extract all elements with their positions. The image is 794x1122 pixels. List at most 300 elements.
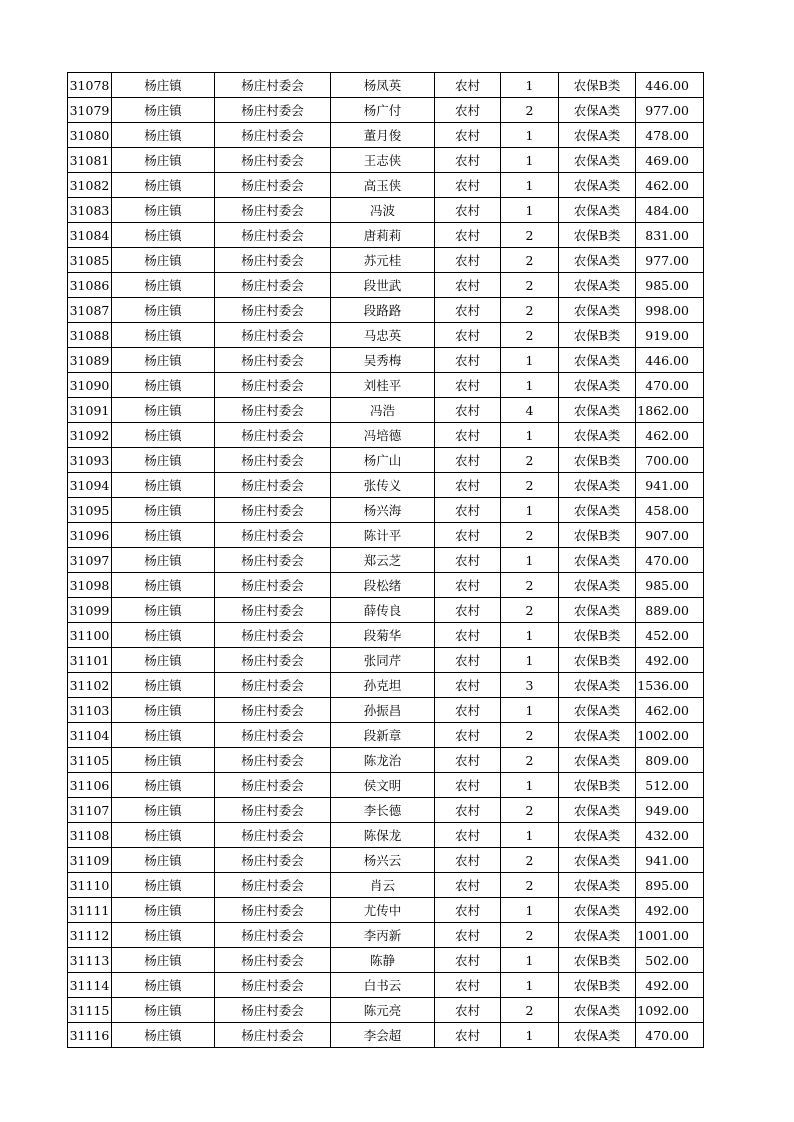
cell-area-type: 农村 — [435, 598, 501, 623]
cell-insurance-category: 农保A类 — [559, 923, 636, 948]
cell-insurance-category: 农保A类 — [559, 898, 636, 923]
cell-record-id: 31107 — [68, 798, 112, 823]
cell-insurance-category: 农保A类 — [559, 1023, 636, 1048]
cell-record-id: 31100 — [68, 623, 112, 648]
cell-insurance-category: 农保A类 — [559, 848, 636, 873]
cell-amount: 977.00 — [636, 98, 704, 123]
cell-village: 杨庄村委会 — [215, 898, 331, 923]
cell-household-count: 2 — [501, 573, 559, 598]
cell-village: 杨庄村委会 — [215, 648, 331, 673]
cell-insurance-category: 农保A类 — [559, 498, 636, 523]
cell-insurance-category: 农保B类 — [559, 623, 636, 648]
cell-name: 段路路 — [331, 298, 435, 323]
cell-amount: 941.00 — [636, 473, 704, 498]
cell-insurance-category: 农保A类 — [559, 748, 636, 773]
cell-record-id: 31082 — [68, 173, 112, 198]
table-row — [68, 1023, 704, 1048]
cell-record-id: 31112 — [68, 923, 112, 948]
table-row — [68, 273, 704, 298]
cell-amount: 889.00 — [636, 598, 704, 623]
cell-area-type: 农村 — [435, 223, 501, 248]
cell-area-type: 农村 — [435, 173, 501, 198]
cell-amount: 462.00 — [636, 173, 704, 198]
cell-household-count: 1 — [501, 773, 559, 798]
table-row — [68, 98, 704, 123]
cell-town: 杨庄镇 — [112, 623, 215, 648]
cell-area-type: 农村 — [435, 648, 501, 673]
cell-amount: 462.00 — [636, 698, 704, 723]
cell-village: 杨庄村委会 — [215, 798, 331, 823]
table-row — [68, 698, 704, 723]
cell-area-type: 农村 — [435, 898, 501, 923]
table-row — [68, 973, 704, 998]
cell-name: 陈龙治 — [331, 748, 435, 773]
cell-insurance-category: 农保A类 — [559, 423, 636, 448]
cell-name: 杨凤英 — [331, 73, 435, 98]
cell-amount: 512.00 — [636, 773, 704, 798]
cell-record-id: 31088 — [68, 323, 112, 348]
cell-name: 马忠英 — [331, 323, 435, 348]
cell-record-id: 31097 — [68, 548, 112, 573]
cell-town: 杨庄镇 — [112, 998, 215, 1023]
cell-name: 段菊华 — [331, 623, 435, 648]
cell-insurance-category: 农保B类 — [559, 773, 636, 798]
table-row — [68, 523, 704, 548]
cell-area-type: 农村 — [435, 498, 501, 523]
table-row — [68, 123, 704, 148]
cell-record-id: 31110 — [68, 873, 112, 898]
cell-town: 杨庄镇 — [112, 548, 215, 573]
cell-insurance-category: 农保B类 — [559, 223, 636, 248]
cell-area-type: 农村 — [435, 973, 501, 998]
cell-record-id: 31106 — [68, 773, 112, 798]
cell-area-type: 农村 — [435, 123, 501, 148]
cell-household-count: 3 — [501, 673, 559, 698]
cell-name: 冯波 — [331, 198, 435, 223]
cell-town: 杨庄镇 — [112, 523, 215, 548]
cell-insurance-category: 农保B类 — [559, 448, 636, 473]
table-row — [68, 848, 704, 873]
cell-record-id: 31094 — [68, 473, 112, 498]
cell-insurance-category: 农保B类 — [559, 973, 636, 998]
cell-name: 冯培德 — [331, 423, 435, 448]
cell-household-count: 1 — [501, 648, 559, 673]
cell-household-count: 1 — [501, 123, 559, 148]
cell-town: 杨庄镇 — [112, 248, 215, 273]
cell-town: 杨庄镇 — [112, 1023, 215, 1048]
table-row — [68, 723, 704, 748]
cell-name: 王志侠 — [331, 148, 435, 173]
table-row — [68, 73, 704, 98]
cell-town: 杨庄镇 — [112, 873, 215, 898]
cell-area-type: 农村 — [435, 873, 501, 898]
cell-amount: 977.00 — [636, 248, 704, 273]
cell-town: 杨庄镇 — [112, 798, 215, 823]
cell-insurance-category: 农保B类 — [559, 648, 636, 673]
cell-village: 杨庄村委会 — [215, 323, 331, 348]
cell-amount: 1862.00 — [636, 398, 704, 423]
cell-amount: 831.00 — [636, 223, 704, 248]
table-row — [68, 873, 704, 898]
cell-name: 李长德 — [331, 798, 435, 823]
table-row — [68, 648, 704, 673]
table-row — [68, 598, 704, 623]
cell-household-count: 1 — [501, 148, 559, 173]
cell-village: 杨庄村委会 — [215, 948, 331, 973]
cell-household-count: 1 — [501, 423, 559, 448]
cell-amount: 502.00 — [636, 948, 704, 973]
cell-town: 杨庄镇 — [112, 198, 215, 223]
cell-town: 杨庄镇 — [112, 723, 215, 748]
cell-amount: 484.00 — [636, 198, 704, 223]
table-row — [68, 748, 704, 773]
cell-area-type: 农村 — [435, 398, 501, 423]
cell-village: 杨庄村委会 — [215, 923, 331, 948]
cell-name: 唐莉莉 — [331, 223, 435, 248]
cell-village: 杨庄村委会 — [215, 748, 331, 773]
cell-town: 杨庄镇 — [112, 748, 215, 773]
cell-record-id: 31114 — [68, 973, 112, 998]
cell-record-id: 31078 — [68, 73, 112, 98]
cell-village: 杨庄村委会 — [215, 598, 331, 623]
table-row — [68, 948, 704, 973]
cell-town: 杨庄镇 — [112, 448, 215, 473]
cell-village: 杨庄村委会 — [215, 773, 331, 798]
cell-area-type: 农村 — [435, 798, 501, 823]
cell-name: 陈保龙 — [331, 823, 435, 848]
cell-town: 杨庄镇 — [112, 673, 215, 698]
cell-insurance-category: 农保A类 — [559, 598, 636, 623]
cell-amount: 470.00 — [636, 1023, 704, 1048]
cell-town: 杨庄镇 — [112, 473, 215, 498]
cell-record-id: 31083 — [68, 198, 112, 223]
cell-area-type: 农村 — [435, 773, 501, 798]
cell-household-count: 2 — [501, 923, 559, 948]
cell-town: 杨庄镇 — [112, 373, 215, 398]
cell-name: 杨广付 — [331, 98, 435, 123]
cell-insurance-category: 农保A类 — [559, 98, 636, 123]
cell-insurance-category: 农保A类 — [559, 348, 636, 373]
cell-insurance-category: 农保A类 — [559, 873, 636, 898]
cell-record-id: 31096 — [68, 523, 112, 548]
table-row — [68, 498, 704, 523]
cell-name: 张同芹 — [331, 648, 435, 673]
cell-household-count: 2 — [501, 323, 559, 348]
cell-record-id: 31080 — [68, 123, 112, 148]
table-row — [68, 923, 704, 948]
cell-area-type: 农村 — [435, 248, 501, 273]
cell-town: 杨庄镇 — [112, 273, 215, 298]
cell-insurance-category: 农保A类 — [559, 723, 636, 748]
cell-amount: 919.00 — [636, 323, 704, 348]
cell-village: 杨庄村委会 — [215, 423, 331, 448]
cell-area-type: 农村 — [435, 623, 501, 648]
cell-household-count: 2 — [501, 998, 559, 1023]
cell-name: 陈计平 — [331, 523, 435, 548]
cell-town: 杨庄镇 — [112, 923, 215, 948]
cell-area-type: 农村 — [435, 198, 501, 223]
cell-record-id: 31085 — [68, 248, 112, 273]
cell-town: 杨庄镇 — [112, 223, 215, 248]
cell-household-count: 1 — [501, 498, 559, 523]
cell-record-id: 31087 — [68, 298, 112, 323]
cell-area-type: 农村 — [435, 848, 501, 873]
cell-amount: 907.00 — [636, 523, 704, 548]
table-row — [68, 548, 704, 573]
cell-household-count: 1 — [501, 898, 559, 923]
table-row — [68, 998, 704, 1023]
cell-insurance-category: 农保A类 — [559, 673, 636, 698]
cell-household-count: 1 — [501, 373, 559, 398]
cell-name: 刘桂平 — [331, 373, 435, 398]
cell-village: 杨庄村委会 — [215, 623, 331, 648]
cell-area-type: 农村 — [435, 998, 501, 1023]
table-row — [68, 423, 704, 448]
table-row — [68, 198, 704, 223]
cell-name: 陈静 — [331, 948, 435, 973]
cell-area-type: 农村 — [435, 473, 501, 498]
cell-village: 杨庄村委会 — [215, 123, 331, 148]
cell-village: 杨庄村委会 — [215, 1023, 331, 1048]
cell-name: 段新章 — [331, 723, 435, 748]
cell-household-count: 2 — [501, 598, 559, 623]
cell-village: 杨庄村委会 — [215, 173, 331, 198]
table-row — [68, 323, 704, 348]
cell-household-count: 2 — [501, 248, 559, 273]
cell-record-id: 31091 — [68, 398, 112, 423]
cell-insurance-category: 农保A类 — [559, 398, 636, 423]
cell-household-count: 1 — [501, 548, 559, 573]
cell-area-type: 农村 — [435, 573, 501, 598]
cell-record-id: 31095 — [68, 498, 112, 523]
table-row — [68, 623, 704, 648]
cell-record-id: 31111 — [68, 898, 112, 923]
cell-amount: 462.00 — [636, 423, 704, 448]
cell-area-type: 农村 — [435, 948, 501, 973]
cell-name: 孙克坦 — [331, 673, 435, 698]
cell-village: 杨庄村委会 — [215, 148, 331, 173]
cell-name: 侯文明 — [331, 773, 435, 798]
cell-village: 杨庄村委会 — [215, 498, 331, 523]
cell-name: 段世武 — [331, 273, 435, 298]
cell-village: 杨庄村委会 — [215, 523, 331, 548]
cell-household-count: 2 — [501, 523, 559, 548]
cell-record-id: 31115 — [68, 998, 112, 1023]
cell-amount: 432.00 — [636, 823, 704, 848]
cell-town: 杨庄镇 — [112, 123, 215, 148]
cell-insurance-category: 农保A类 — [559, 123, 636, 148]
cell-name: 杨广山 — [331, 448, 435, 473]
cell-village: 杨庄村委会 — [215, 298, 331, 323]
cell-village: 杨庄村委会 — [215, 373, 331, 398]
cell-village: 杨庄村委会 — [215, 98, 331, 123]
cell-name: 冯浩 — [331, 398, 435, 423]
cell-town: 杨庄镇 — [112, 323, 215, 348]
cell-village: 杨庄村委会 — [215, 823, 331, 848]
cell-household-count: 2 — [501, 798, 559, 823]
cell-area-type: 农村 — [435, 348, 501, 373]
cell-household-count: 2 — [501, 873, 559, 898]
cell-area-type: 农村 — [435, 723, 501, 748]
cell-town: 杨庄镇 — [112, 498, 215, 523]
cell-town: 杨庄镇 — [112, 598, 215, 623]
cell-name: 尤传中 — [331, 898, 435, 923]
cell-area-type: 农村 — [435, 548, 501, 573]
cell-town: 杨庄镇 — [112, 648, 215, 673]
cell-town: 杨庄镇 — [112, 148, 215, 173]
cell-insurance-category: 农保A类 — [559, 998, 636, 1023]
table-row — [68, 673, 704, 698]
cell-area-type: 农村 — [435, 373, 501, 398]
cell-village: 杨庄村委会 — [215, 548, 331, 573]
cell-name: 郑云芝 — [331, 548, 435, 573]
cell-record-id: 31098 — [68, 573, 112, 598]
cell-record-id: 31105 — [68, 748, 112, 773]
cell-insurance-category: 农保A类 — [559, 573, 636, 598]
cell-household-count: 1 — [501, 348, 559, 373]
cell-insurance-category: 农保A类 — [559, 373, 636, 398]
cell-name: 段松绪 — [331, 573, 435, 598]
table-row — [68, 798, 704, 823]
cell-village: 杨庄村委会 — [215, 73, 331, 98]
table-row — [68, 248, 704, 273]
cell-village: 杨庄村委会 — [215, 248, 331, 273]
table-row — [68, 898, 704, 923]
cell-insurance-category: 农保B类 — [559, 523, 636, 548]
cell-name: 吴秀梅 — [331, 348, 435, 373]
cell-amount: 470.00 — [636, 548, 704, 573]
cell-insurance-category: 农保A类 — [559, 798, 636, 823]
cell-name: 李丙新 — [331, 923, 435, 948]
cell-record-id: 31090 — [68, 373, 112, 398]
table-row — [68, 298, 704, 323]
cell-amount: 452.00 — [636, 623, 704, 648]
cell-name: 李会超 — [331, 1023, 435, 1048]
cell-village: 杨庄村委会 — [215, 698, 331, 723]
cell-name: 董月俊 — [331, 123, 435, 148]
table-row — [68, 223, 704, 248]
cell-record-id: 31108 — [68, 823, 112, 848]
cell-household-count: 2 — [501, 848, 559, 873]
cell-area-type: 农村 — [435, 323, 501, 348]
cell-amount: 492.00 — [636, 648, 704, 673]
cell-town: 杨庄镇 — [112, 423, 215, 448]
table-row — [68, 148, 704, 173]
cell-household-count: 1 — [501, 198, 559, 223]
table-row — [68, 348, 704, 373]
cell-area-type: 农村 — [435, 673, 501, 698]
cell-amount: 700.00 — [636, 448, 704, 473]
table-row — [68, 448, 704, 473]
cell-name: 薛传良 — [331, 598, 435, 623]
cell-household-count: 2 — [501, 448, 559, 473]
cell-village: 杨庄村委会 — [215, 998, 331, 1023]
cell-name: 肖云 — [331, 873, 435, 898]
cell-insurance-category: 农保A类 — [559, 698, 636, 723]
cell-name: 张传义 — [331, 473, 435, 498]
cell-amount: 985.00 — [636, 573, 704, 598]
cell-record-id: 31101 — [68, 648, 112, 673]
table-row — [68, 398, 704, 423]
cell-record-id: 31079 — [68, 98, 112, 123]
cell-town: 杨庄镇 — [112, 98, 215, 123]
table-row — [68, 573, 704, 598]
cell-amount: 998.00 — [636, 298, 704, 323]
cell-area-type: 农村 — [435, 298, 501, 323]
cell-amount: 895.00 — [636, 873, 704, 898]
cell-town: 杨庄镇 — [112, 298, 215, 323]
cell-area-type: 农村 — [435, 523, 501, 548]
cell-household-count: 1 — [501, 823, 559, 848]
cell-area-type: 农村 — [435, 98, 501, 123]
cell-amount: 941.00 — [636, 848, 704, 873]
cell-insurance-category: 农保A类 — [559, 198, 636, 223]
cell-town: 杨庄镇 — [112, 898, 215, 923]
cell-household-count: 2 — [501, 98, 559, 123]
cell-village: 杨庄村委会 — [215, 873, 331, 898]
cell-record-id: 31102 — [68, 673, 112, 698]
cell-town: 杨庄镇 — [112, 173, 215, 198]
cell-town: 杨庄镇 — [112, 573, 215, 598]
cell-household-count: 4 — [501, 398, 559, 423]
cell-town: 杨庄镇 — [112, 973, 215, 998]
cell-village: 杨庄村委会 — [215, 848, 331, 873]
cell-amount: 446.00 — [636, 73, 704, 98]
cell-area-type: 农村 — [435, 423, 501, 448]
cell-household-count: 2 — [501, 298, 559, 323]
table-row — [68, 823, 704, 848]
cell-amount: 985.00 — [636, 273, 704, 298]
cell-insurance-category: 农保A类 — [559, 273, 636, 298]
data-table — [67, 72, 704, 1048]
cell-village: 杨庄村委会 — [215, 723, 331, 748]
cell-household-count: 1 — [501, 973, 559, 998]
cell-amount: 1001.00 — [636, 923, 704, 948]
cell-record-id: 31099 — [68, 598, 112, 623]
cell-insurance-category: 农保B类 — [559, 323, 636, 348]
cell-household-count: 1 — [501, 173, 559, 198]
cell-village: 杨庄村委会 — [215, 273, 331, 298]
cell-area-type: 农村 — [435, 73, 501, 98]
cell-amount: 492.00 — [636, 898, 704, 923]
cell-village: 杨庄村委会 — [215, 448, 331, 473]
cell-record-id: 31103 — [68, 698, 112, 723]
cell-village: 杨庄村委会 — [215, 573, 331, 598]
cell-area-type: 农村 — [435, 698, 501, 723]
cell-insurance-category: 农保A类 — [559, 148, 636, 173]
cell-name: 杨兴云 — [331, 848, 435, 873]
cell-record-id: 31113 — [68, 948, 112, 973]
cell-area-type: 农村 — [435, 823, 501, 848]
cell-amount: 469.00 — [636, 148, 704, 173]
cell-amount: 1092.00 — [636, 998, 704, 1023]
cell-village: 杨庄村委会 — [215, 198, 331, 223]
cell-village: 杨庄村委会 — [215, 398, 331, 423]
cell-area-type: 农村 — [435, 448, 501, 473]
cell-area-type: 农村 — [435, 748, 501, 773]
cell-village: 杨庄村委会 — [215, 673, 331, 698]
cell-village: 杨庄村委会 — [215, 973, 331, 998]
cell-record-id: 31116 — [68, 1023, 112, 1048]
cell-household-count: 2 — [501, 223, 559, 248]
cell-area-type: 农村 — [435, 148, 501, 173]
cell-record-id: 31089 — [68, 348, 112, 373]
cell-record-id: 31086 — [68, 273, 112, 298]
cell-area-type: 农村 — [435, 1023, 501, 1048]
cell-amount: 446.00 — [636, 348, 704, 373]
cell-record-id: 31081 — [68, 148, 112, 173]
table-row — [68, 173, 704, 198]
